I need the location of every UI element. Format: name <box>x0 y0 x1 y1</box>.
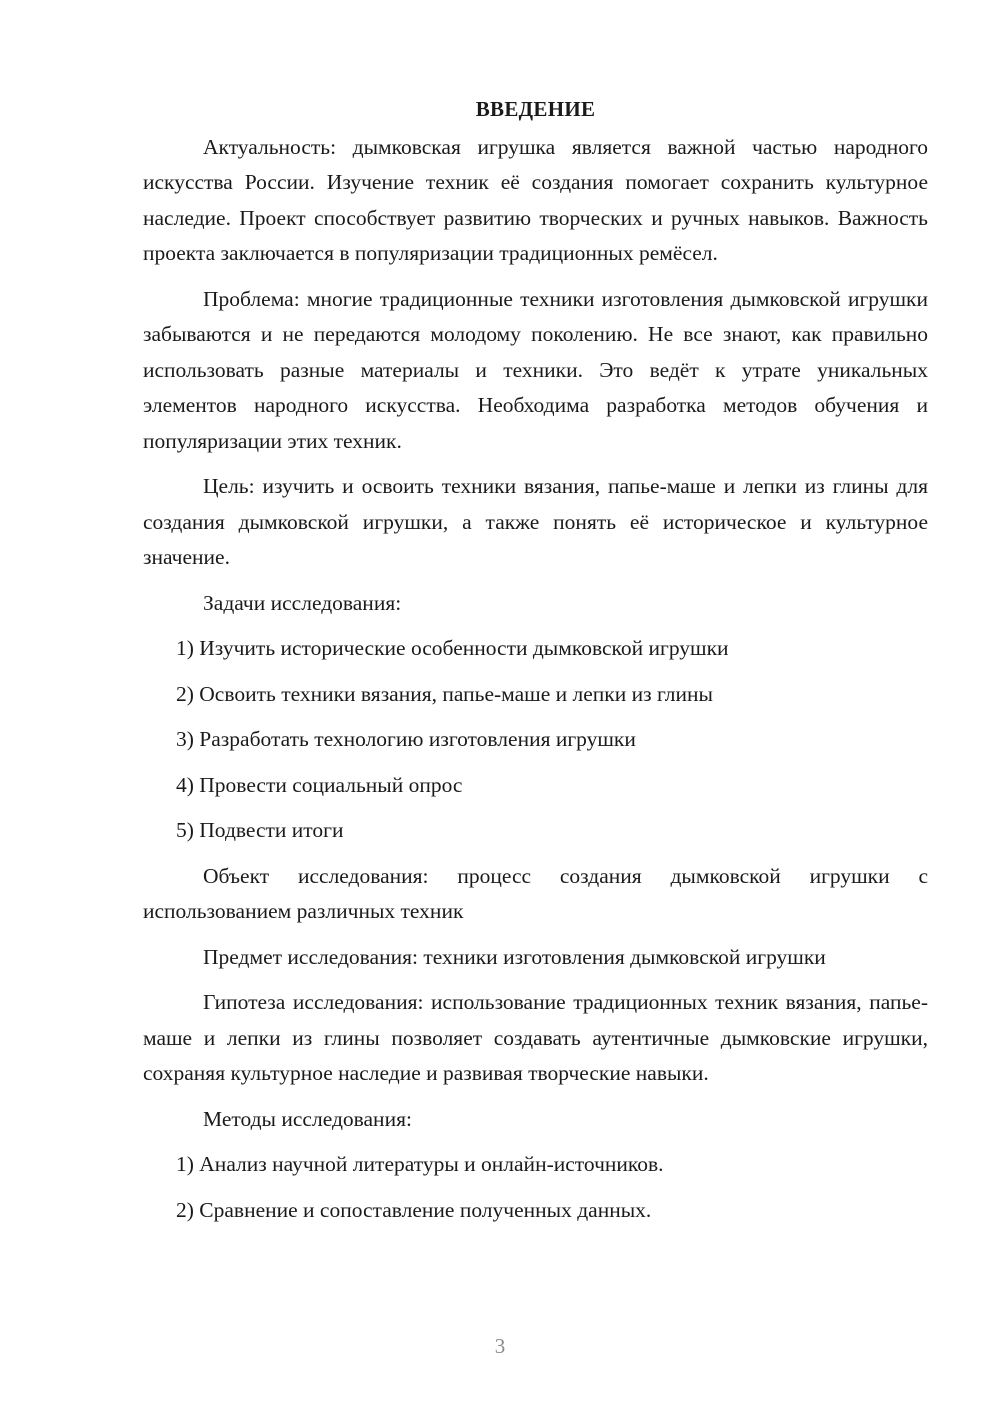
document-title: ВВЕДЕНИЕ <box>475 97 596 121</box>
relevance-paragraph: Актуальность: дымковская игрушка является важной частью народного искусства России. Изучение техник её создания помогает сохранить культурное наследие. Проект способствует развитию творческих и ручных навыков. Важность проекта заключается в популяризации традиционных ремёсел. <box>143 134 928 265</box>
task-item: 4) Провести социальный опрос <box>176 772 463 797</box>
page-number: 3 <box>494 1334 506 1358</box>
hypothesis-paragraph: Гипотеза исследования: использование традиционных техник вязания, папье-маше и лепки из глины позволяет создавать аутентичные дымковские игрушки, сохраняя культурное наследие и развивая творческие навыки. <box>143 990 928 1085</box>
object-paragraph: Объект исследования: процесс создания дымковской игрушки с использованием различных техник <box>143 863 928 923</box>
problem-paragraph: Проблема: многие традиционные техники изготовления дымковской игрушки забываются и не передаются молодому поколению. Не все знают, как правильно использовать разные материалы и техники. Это ведёт к утрате уникальных элементов народного искусства. Необходима разработка методов обучения и популяризации этих техник. <box>143 286 928 453</box>
goal-paragraph: Цель: изучить и освоить техники вязания, папье-маше и лепки из глины для создания дымковской игрушки, а также понять её историческое и культурное значение. <box>143 474 928 569</box>
methods-heading: Методы исследования: <box>203 1106 412 1131</box>
task-item: 3) Разработать технологию изготовления игрушки <box>176 727 636 751</box>
task-item: 5) Подвести итоги <box>176 818 344 842</box>
task-item: 1) Изучить исторические особенности дымковской игрушки <box>176 636 729 660</box>
tasks-heading: Задачи исследования: <box>203 590 402 615</box>
subject-paragraph: Предмет исследования: техники изготовления дымковской игрушки <box>203 944 826 969</box>
task-item: 2) Освоить техники вязания, папье-маше и лепки из глины <box>176 681 713 706</box>
document-page <box>143 92 928 1238</box>
method-item: 2) Сравнение и сопоставление полученных данных. <box>176 1197 652 1222</box>
tasks-list <box>143 631 928 849</box>
methods-list <box>143 1147 928 1228</box>
method-item: 1) Анализ научной литературы и онлайн-источников. <box>176 1152 664 1176</box>
